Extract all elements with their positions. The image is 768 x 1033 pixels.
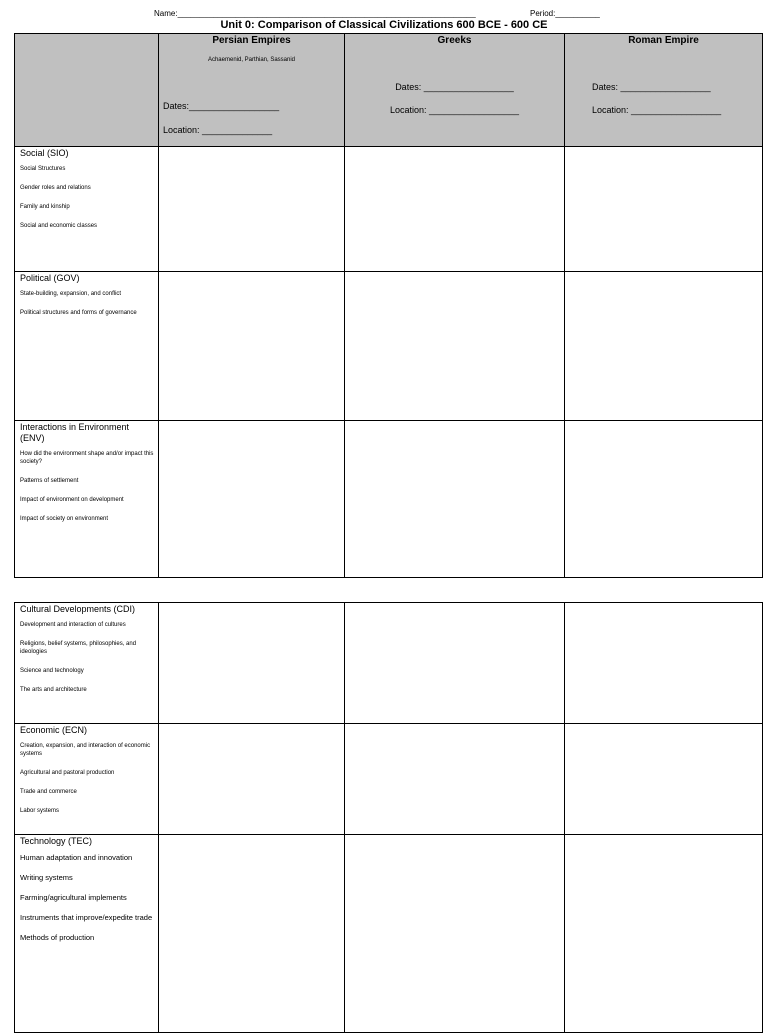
persian-subtitle: Achaemenid, Parthian, Sassanid [207, 57, 296, 63]
list-item: Science and technology [20, 668, 84, 674]
environment-persian-cell[interactable] [159, 421, 345, 578]
comparison-table-bottom [14, 602, 763, 1033]
persian-header-cell [159, 34, 345, 147]
list-item: Farming/agricultural implements [20, 893, 127, 902]
list-item: State-building, expansion, and conflict [20, 291, 122, 297]
table-row-economic [15, 724, 763, 835]
social-roman-cell[interactable] [565, 147, 763, 272]
period-field[interactable]: Period:__________ [530, 9, 600, 18]
list-item: Religions, belief systems, philosophies, and ideologies [20, 641, 137, 655]
persian-dates-field[interactable]: Dates:__________________ [163, 101, 280, 111]
persian-column-title: Persian Empires [212, 35, 291, 46]
political-greeks-cell[interactable] [345, 272, 565, 421]
category-cell-cultural [15, 603, 159, 724]
list-item: Instruments that improve/expedite trade [20, 913, 153, 922]
environment-greeks-cell[interactable] [345, 421, 565, 578]
category-title-social: Social (SIO) [20, 148, 69, 158]
roman-header-cell [565, 34, 763, 147]
cultural-greeks-cell[interactable] [345, 603, 565, 724]
list-item: The arts and architecture [20, 687, 87, 693]
list-item: Human adaptation and innovation [20, 853, 133, 862]
header-row [15, 34, 763, 147]
table-row-social [15, 147, 763, 272]
greeks-dates-field[interactable]: Dates: __________________ [395, 82, 514, 92]
list-item: Social Structures [20, 166, 66, 172]
economic-greeks-cell[interactable] [345, 724, 565, 835]
cultural-persian-cell[interactable] [159, 603, 345, 724]
list-item: Writing systems [20, 873, 73, 882]
economic-persian-cell[interactable] [159, 724, 345, 835]
greeks-column-title: Greeks [437, 35, 472, 46]
list-item: Impact of society on environment [20, 516, 109, 522]
roman-location-field[interactable]: Location: __________________ [592, 105, 722, 115]
greeks-location-field[interactable]: Location: __________________ [389, 105, 520, 115]
list-item: Social and economic classes [20, 223, 98, 229]
list-item: Family and kinship [20, 204, 70, 210]
roman-column-title: Roman Empire [628, 35, 699, 46]
economic-roman-cell[interactable] [565, 724, 763, 835]
list-item: Development and interaction of cultures [20, 622, 126, 628]
list-item: Gender roles and relations [20, 185, 91, 191]
cultural-roman-cell[interactable] [565, 603, 763, 724]
list-item: Impact of environment on development [20, 497, 124, 503]
political-roman-cell[interactable] [565, 272, 763, 421]
technology-greeks-cell[interactable] [345, 835, 565, 1033]
technology-persian-cell[interactable] [159, 835, 345, 1033]
table-row-technology [15, 835, 763, 1033]
list-item: Patterns of settlement [20, 478, 79, 484]
category-cell-political [15, 272, 159, 421]
category-title-environment: Interactions in Environment (ENV) [20, 422, 130, 443]
category-title-economic: Economic (ECN) [20, 725, 88, 735]
category-cell-economic [15, 724, 159, 835]
table-row-political [15, 272, 763, 421]
header-corner-cell [15, 34, 159, 147]
list-item: How did the environment shape and/or impact this society? [20, 451, 154, 465]
category-title-technology: Technology (TEC) [20, 836, 93, 846]
list-item: Methods of production [20, 933, 95, 942]
list-item: Creation, expansion, and interaction of economic systems [20, 743, 151, 757]
list-item: Trade and commerce [20, 789, 77, 795]
category-cell-technology [15, 835, 159, 1033]
social-persian-cell[interactable] [159, 147, 345, 272]
table-row-environment [15, 421, 763, 578]
social-greeks-cell[interactable] [345, 147, 565, 272]
category-cell-social [15, 147, 159, 272]
environment-roman-cell[interactable] [565, 421, 763, 578]
persian-location-field[interactable]: Location: ______________ [163, 125, 273, 135]
list-item: Agricultural and pastoral production [20, 770, 115, 776]
category-title-cultural: Cultural Developments (CDI) [20, 604, 136, 614]
roman-dates-field[interactable]: Dates: __________________ [592, 82, 711, 92]
comparison-table-top [14, 33, 763, 578]
name-field[interactable]: Name:___________________________________________________________________ [154, 9, 476, 18]
political-persian-cell[interactable] [159, 272, 345, 421]
list-item: Labor systems [20, 808, 60, 814]
table-row-cultural [15, 603, 763, 724]
greeks-header-cell [345, 34, 565, 147]
list-item: Political structures and forms of governance [20, 310, 137, 316]
category-title-political: Political (GOV) [20, 273, 80, 283]
category-cell-environment [15, 421, 159, 578]
page-title: Unit 0: Comparison of Classical Civilizations 600 BCE - 600 CE [220, 19, 548, 31]
technology-roman-cell[interactable] [565, 835, 763, 1033]
